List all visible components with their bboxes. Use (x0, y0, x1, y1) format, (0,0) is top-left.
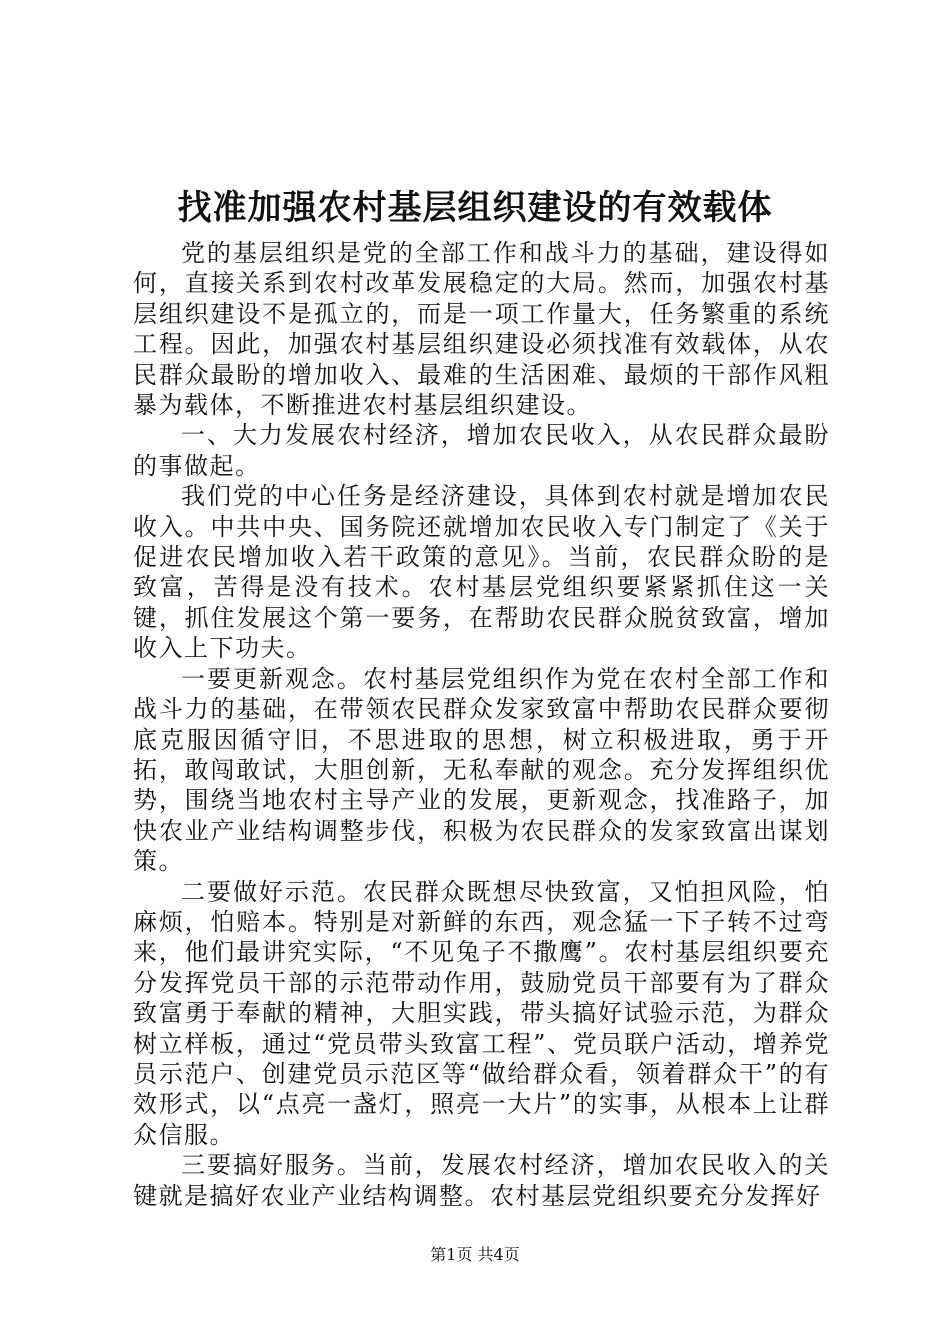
paragraph: 二要做好示范。农民群众既想尽快致富，又怕担风险，怕麻烦，怕赔本。特别是对新鲜的东西，观念猛一下子转不过弯来，他们最讲究实际，“不见兔子不撒鹰”。农村基层组织要充分发挥党员干部的示范带动作用，鼓励党员干部要有为了群众致富勇于奉献的精神，大胆实践，带头搞好试验示范，为群众树立样板，通过“党员带头致富工程”、党员联户活动，增养党员示范户、创建党员示范区等“做给群众看，领着群众干”的有效形式，以“点亮一盏灯，照亮一大片”的实事，从根本上让群众信服。 (133, 877, 830, 1149)
document-body (133, 238, 830, 1211)
page-number-footer: 第1页 共4页 (430, 1245, 520, 1264)
paragraph: 三要搞好服务。当前，发展农村经济，增加农民收入的关键就是搞好农业产业结构调整。农村基层党组织要充分发挥好 (133, 1151, 830, 1210)
paragraph: 党的基层组织是党的全部工作和战斗力的基础，建设得如何，直接关系到农村改革发展稳定的大局。然而，加强农村基层组织建设不是孤立的，而是一项工作量大，任务繁重的系统工程。因此，加强农村基层组织建设必须找准有效载体，从农民群众最盼的增加收入、最难的生活困难、最烦的干部作风粗暴为载体，不断推进农村基层组织建设。 (133, 239, 830, 420)
paragraph: 我们党的中心任务是经济建设，具体到农村就是增加农民收入。中共中央、国务院还就增加农民收入专门制定了《关于促进农民增加收入若干政策的意见》。当前，农民群众盼的是致富，苦得是没有技术。农村基层党组织要紧紧抓住这一关键，抓住发展这个第一要务，在帮助农民群众脱贫致富，增加收入上下功夫。 (133, 482, 830, 663)
document-title: 找准加强农村基层组织建设的有效载体 (177, 188, 773, 228)
paragraph: 一要更新观念。农村基层党组织作为党在农村全部工作和战斗力的基础，在带领农民群众发家致富中帮助农民群众要彻底克服因循守旧，不思进取的思想，树立积极进取，勇于开拓，敢闯敢试，大胆创新，无私奉献的观念。充分发挥组织优势，围绕当地农村主导产业的发展，更新观念，找准路子，加快农业产业结构调整步伐，积极为农民群众的发家致富出谋划策。 (133, 664, 830, 876)
section-heading: 一、大力发展农村经济，增加农民收入，从农民群众最盼的事做起。 (133, 421, 830, 480)
